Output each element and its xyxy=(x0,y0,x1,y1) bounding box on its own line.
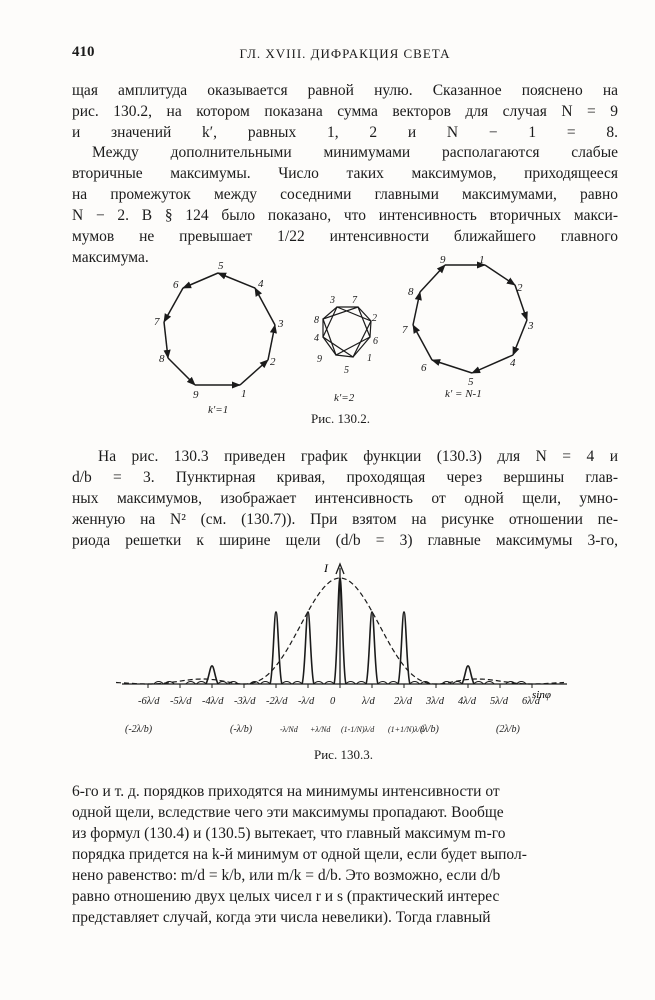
x-tick-label: λ/d xyxy=(362,696,375,707)
principal-maximum-peak xyxy=(398,612,410,684)
page-number: 410 xyxy=(72,44,95,60)
figure-caption-130-3: Рис. 130.3. xyxy=(314,747,373,762)
text-line: d/b = 3. Пунктирная кривая, проходящая через вершины глав- xyxy=(72,469,618,486)
polygon-sublabel: k′ = N-1 xyxy=(445,388,482,400)
lower-label: (-2λ/b) xyxy=(125,724,153,735)
text-line: максимума. xyxy=(72,249,149,266)
paragraph-2 xyxy=(72,142,618,268)
text-line: ных максимумов, изображает интенсивность от одной щели, умно- xyxy=(72,490,618,507)
x-tick-label: 4λ/d xyxy=(458,696,476,707)
vertex-label: 9 xyxy=(193,389,199,401)
polygon-k2 xyxy=(323,307,371,357)
vertex-label: 4 xyxy=(258,278,264,290)
vertex-label: 2 xyxy=(372,313,377,324)
lower-label: -λ/Nd xyxy=(280,725,298,734)
tick-labels-group xyxy=(138,684,541,707)
figure-130-3-chart xyxy=(112,556,582,746)
x-axis-label: sinφ xyxy=(532,689,551,701)
x-tick-label: -2λ/d xyxy=(266,696,288,707)
principal-maximum-peak xyxy=(302,612,314,684)
text-line: мумов не превышает 1/22 интенсивности ближайшего главного xyxy=(72,228,618,245)
vertex-label: 5 xyxy=(344,365,349,376)
vertex-label: 6 xyxy=(173,279,179,291)
vertex-label: 3 xyxy=(278,318,284,330)
lower-label: +λ/Nd xyxy=(310,725,331,734)
vertex-label: 8 xyxy=(408,286,414,298)
polygon-sublabel: k′=2 xyxy=(334,392,355,404)
x-tick-label: 3λ/d xyxy=(426,696,444,707)
lower-label: (1+1/N)λ/d xyxy=(388,725,424,734)
figure-caption-130-2: Рис. 130.2. xyxy=(311,411,370,426)
vertex-label: 2 xyxy=(517,282,523,294)
principal-maximum-peak xyxy=(270,612,282,684)
vertex-label: 7 xyxy=(352,295,357,306)
principal-maximum-peak xyxy=(366,612,378,684)
vertex-label: 9 xyxy=(440,255,446,266)
vertex-label: 8 xyxy=(159,353,165,365)
x-tick-label: -6λ/d xyxy=(138,696,160,707)
vertex-label: 7 xyxy=(154,316,160,328)
text-line: щая амплитуда оказывается равной нулю. Сказанное пояснено на xyxy=(72,82,618,99)
vertex-label: 1 xyxy=(479,255,485,266)
principal-maximum-peak xyxy=(462,666,474,684)
paragraph-3 xyxy=(72,446,618,551)
x-tick-label: -3λ/d xyxy=(234,696,256,707)
principal-maximum-peak xyxy=(206,666,218,684)
text-line: 6-го и т. д. порядков приходятся на минимумы интенсивности от xyxy=(72,783,500,800)
vertex-label: 4 xyxy=(314,333,319,344)
text-line: N − 2. В § 124 было показано, что интенсивность вторичных макси- xyxy=(72,207,618,224)
vertex-label: 5 xyxy=(218,260,224,272)
text-line: одной щели, вследствие чего эти максимумы пропадают. Вообще xyxy=(72,804,504,821)
figure-130-2 xyxy=(140,255,560,430)
vertex-label: 6 xyxy=(421,362,427,374)
text-line: рис. 130.2, на котором показана сумма векторов для случая N = 9 xyxy=(72,103,618,120)
text-line: вторичные максимумы. Число таких максимумов, приходящееся xyxy=(72,165,618,182)
polygon-sublabel: k′=1 xyxy=(208,404,229,416)
text-line: На рис. 130.3 приведен график функции (130.3) для N = 4 и xyxy=(98,448,618,465)
vertex-label: 1 xyxy=(241,388,247,400)
chapter-title: ГЛ. XVIII. ДИФРАКЦИЯ СВЕТА xyxy=(239,46,451,61)
x-tick-label: 6λ/d xyxy=(522,696,540,707)
vertex-label: 9 xyxy=(317,354,322,365)
vertex-label: 1 xyxy=(367,353,372,364)
x-tick-label: 0 xyxy=(330,696,336,707)
vertex-label: 2 xyxy=(270,356,276,368)
x-tick-label: -λ/d xyxy=(298,696,315,707)
text-line: риода решетки к ширине щели (d/b = 3) главные максимумы 3-го, xyxy=(72,532,618,549)
text-line: и значений k′, равных 1, 2 и N − 1 = 8. xyxy=(72,124,618,141)
x-tick-label: -5λ/d xyxy=(170,696,192,707)
vertex-label: 5 xyxy=(468,376,474,388)
vertex-label: 6 xyxy=(373,336,378,347)
text-line: Между дополнительными минимумами располагаются слабые xyxy=(92,144,618,161)
text-line: из формул (130.4) и (130.5) вытекает, что главный максимум m-го xyxy=(72,825,506,842)
lower-label: (λ/b) xyxy=(420,724,439,735)
y-axis-label: I xyxy=(324,561,328,575)
text-line: женную на N² (см. (130.7)). При взятом на рисунке отношении пе- xyxy=(72,511,618,528)
x-tick-label: 5λ/d xyxy=(490,696,508,707)
vertex-label: 3 xyxy=(330,295,335,306)
lower-label: (2λ/b) xyxy=(496,724,520,735)
lower-label: (1-1/N)λ/d xyxy=(341,725,375,734)
text-line: равно отношению двух целых чисел r и s (практический интерес xyxy=(72,888,500,905)
x-tick-label: -4λ/d xyxy=(202,696,224,707)
vertex-label: 8 xyxy=(314,315,319,326)
text-line: нено равенство: m/d = k/b, или m/k = d/b. Это возможно, если d/b xyxy=(72,867,501,884)
paragraph-4 xyxy=(72,781,618,928)
vertex-label: 7 xyxy=(402,324,408,336)
lower-label: (-λ/b) xyxy=(230,724,253,735)
vertex-label: 3 xyxy=(528,320,534,332)
vertex-label: 4 xyxy=(510,357,516,369)
text-line: порядка придется на k-й минимум от одной щели, если будет выпол- xyxy=(72,846,527,863)
page-header xyxy=(72,44,618,64)
x-tick-label: 2λ/d xyxy=(394,696,412,707)
text-line: на промежуток между соседними главными максимумами, равно xyxy=(72,186,618,203)
paragraph-1 xyxy=(72,80,618,143)
text-line: представляет случай, когда эти числа невелики). Тогда главный xyxy=(72,909,491,926)
